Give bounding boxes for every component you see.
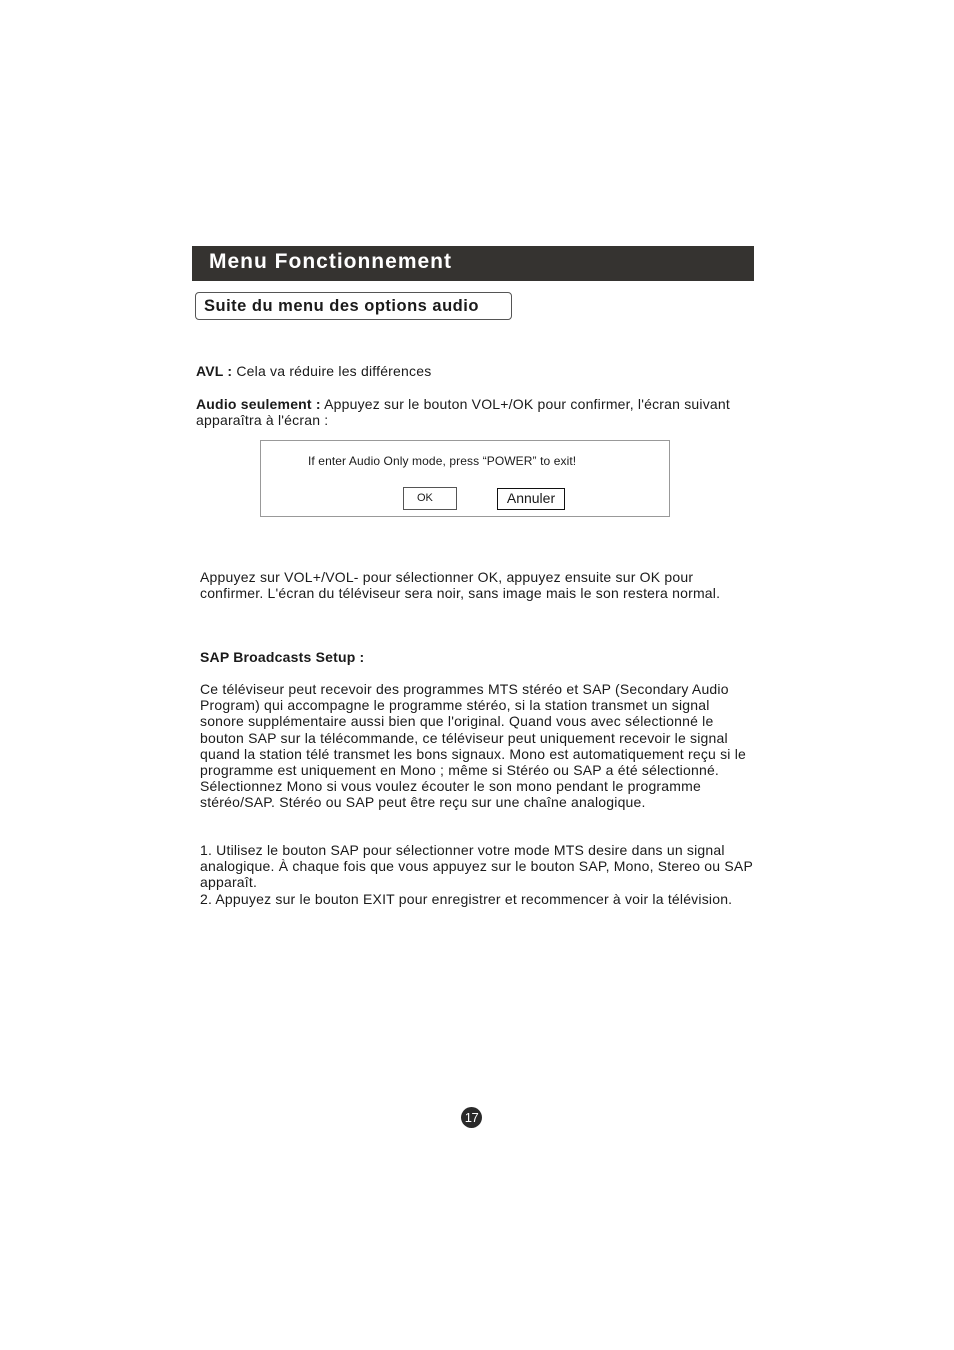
- sap-body-1: Ce téléviseur peut recevoir des programmes MTS stéréo et SAP (Secondary Audio Program) qui accompagne le programme stéréo, si la station transmet un signal sonore supplémentaire aussi bien que l'original. Quand vous avec sélectionné le bouton SAP sur la télécommande, ce téléviseur peut uniquement recevoir le signal quand la station télé transmet les bons signaux. Mono est automatiquement reçu si le programme est uniquement en Mono ; même si Stéréo ou SAP a été sélectionné.: [200, 681, 746, 779]
- audio-only-label: Audio seulement :: [196, 396, 321, 412]
- subsection-title: Suite du menu des options audio: [204, 297, 479, 315]
- section-header: [192, 246, 754, 281]
- sap-description: [200, 681, 756, 811]
- avl-label: AVL :: [196, 363, 233, 379]
- subsection-box: [195, 292, 512, 320]
- audio-only-dialog: [260, 440, 670, 517]
- page-number-badge: 17: [461, 1107, 482, 1128]
- sap-heading: [200, 649, 756, 665]
- select-ok-paragraph: Appuyez sur VOL+/VOL- pour sélectionner OK, appuyez ensuite sur OK pour confirmer. L'écran du téléviseur sera noir, sans image mais le son restera normal.: [200, 569, 721, 602]
- dialog-message: If enter Audio Only mode, press “POWER” to exit!: [308, 454, 577, 468]
- page-title: Menu Fonctionnement: [209, 250, 452, 273]
- sap-body-2: Sélectionnez Mono si vous voulez écouter le son mono pendant le programme stéréo/SAP. Stéréo ou SAP peut être reçu sur une chaîne analogique.: [200, 778, 701, 811]
- avl-text: Cela va réduire les différences: [232, 363, 432, 379]
- audio-only-paragraph: [196, 396, 756, 428]
- steps-list: [200, 842, 756, 907]
- sap-title: SAP Broadcasts Setup :: [200, 649, 365, 665]
- step-item: 2. Appuyez sur le bouton EXIT pour enregistrer et recommencer à voir la télévision.: [200, 890, 733, 907]
- ok-button[interactable]: OK: [403, 487, 457, 510]
- avl-paragraph: [196, 363, 756, 379]
- audio-only-text: Appuyez sur le bouton VOL+/OK pour confirmer, l'écran suivant apparaîtra à l'écran :: [196, 396, 730, 429]
- step-item: 1. Utilisez le bouton SAP pour sélectionner votre mode MTS desire dans un signal analogique. À chaque fois que vous appuyez sur le bouton SAP, Mono, Stereo ou SAP apparaît.: [200, 842, 753, 891]
- cancel-button[interactable]: Annuler: [497, 488, 565, 510]
